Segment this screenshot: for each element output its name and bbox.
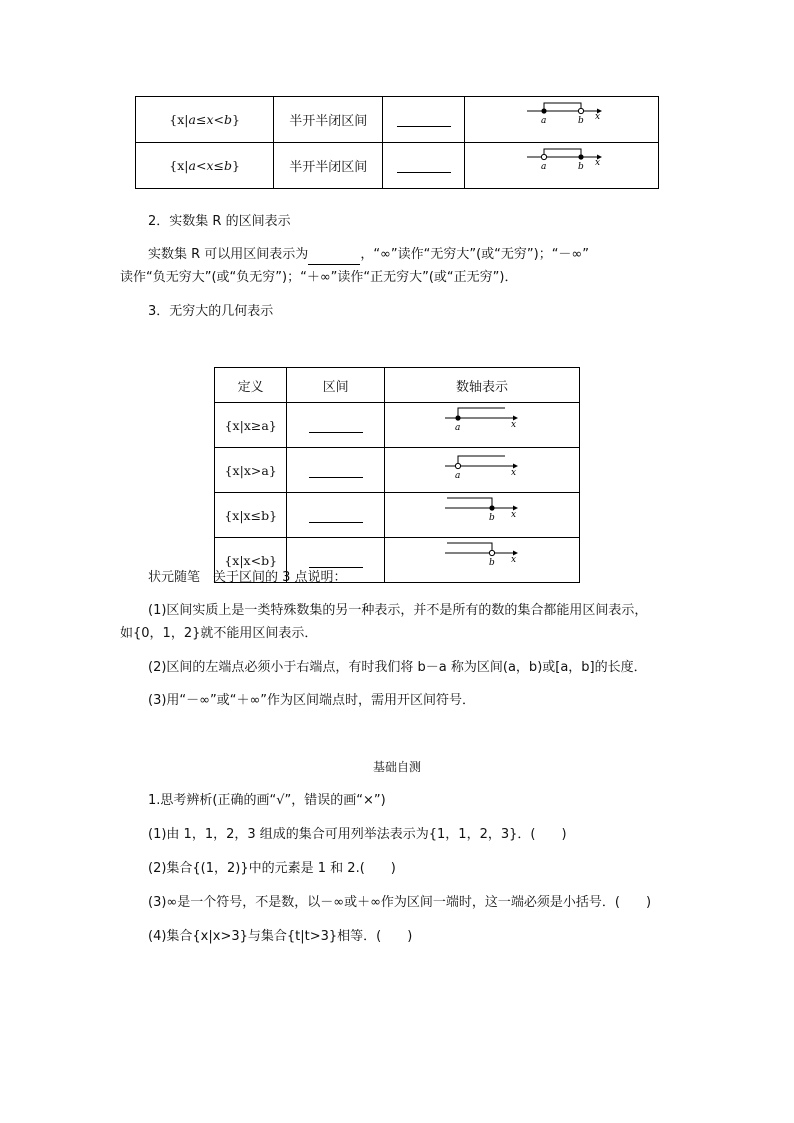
header-interval: 区间 <box>287 368 385 403</box>
number-line-diagram <box>465 143 658 184</box>
section2-heading: 2．实数集 R 的区间表示 <box>148 214 291 229</box>
set-cell: {x|a<x≤b} <box>136 143 274 189</box>
open-endpoint <box>578 108 583 113</box>
svg-text:x: x <box>594 112 601 122</box>
self-test-title: 基础自测 <box>372 760 421 774</box>
answer-blank <box>287 493 385 538</box>
infinity-interval-table <box>214 367 580 583</box>
svg-text:x: x <box>510 555 517 565</box>
number-line-cell <box>384 538 579 583</box>
answer-blank <box>383 97 465 143</box>
judgement-item: (4)集合{x|x>3}与集合{t|t>3}相等．( ) <box>148 929 413 944</box>
note-1-line-1: (1)区间实质上是一类特殊数集的另一种表示，并不是所有的数的集合都能用区间表示， <box>148 603 648 618</box>
header-number-line: 数轴表示 <box>384 368 579 403</box>
number-line-diagram <box>465 97 658 138</box>
set-cell: {x|x≤b} <box>215 493 287 538</box>
number-line-diagram <box>385 448 579 488</box>
closed-endpoint <box>489 505 494 510</box>
section3-heading: 3．无穷大的几何表示 <box>148 304 274 319</box>
open-endpoint <box>541 154 546 159</box>
number-line-diagram <box>385 493 579 533</box>
judgement-item: (3)∞是一个符号，不是数，以－∞或＋∞作为区间一端时，这一端必须是小括号．( ) <box>148 895 652 910</box>
set-cell: {x|x>a} <box>215 448 287 493</box>
header-definition: 定义 <box>215 368 287 403</box>
svg-text:x: x <box>510 468 517 478</box>
self-test-question-1: 1.思考辨析(正确的画“√”，错误的画“×”) <box>148 793 386 808</box>
svg-text:a: a <box>540 162 547 172</box>
answer-blank <box>383 143 465 189</box>
interval-table-top <box>135 96 659 189</box>
closed-endpoint <box>455 415 460 420</box>
note-2: (2)区间的左端点必须小于右端点，有时我们将 b－a 称为区间(a，b)或[a，b]的长度． <box>148 660 647 675</box>
table-header-row <box>215 368 580 403</box>
table-row <box>136 97 659 143</box>
svg-text:x: x <box>510 420 517 430</box>
section2-line2: 读作“负无穷大”(或“负无穷”)；“＋∞”读作“正无穷大”(或“正无穷”)． <box>120 270 518 285</box>
open-endpoint <box>455 463 460 468</box>
section2-line1: 实数集 R 可以用区间表示为 ，“∞”读作“无穷大”(或“无穷”)；“－∞” <box>148 245 589 265</box>
number-line-diagram <box>385 538 579 578</box>
answer-blank <box>287 448 385 493</box>
interval-name-cell: 半开半闭区间 <box>274 143 383 189</box>
svg-text:x: x <box>594 158 601 168</box>
note-1-line-2: 如{0，1，2}就不能用区间表示． <box>120 626 318 641</box>
table-row <box>215 403 580 448</box>
number-line-cell <box>464 143 658 189</box>
open-endpoint <box>489 550 494 555</box>
table-row <box>215 448 580 493</box>
svg-text:b: b <box>577 116 584 126</box>
note-3: (3)用“－∞”或“＋∞”作为区间端点时，需用开区间符号． <box>148 693 476 708</box>
svg-text:a: a <box>540 116 547 126</box>
svg-text:b: b <box>577 162 584 172</box>
number-line-cell <box>384 493 579 538</box>
number-line-diagram <box>385 403 579 443</box>
judgement-item: (2)集合{(1，2)}中的元素是 1 和 2.( ) <box>148 861 396 876</box>
closed-endpoint <box>541 108 546 113</box>
judgement-item: (1)由 1，1，2，3 组成的集合可用列举法表示为{1，1，2，3}．( ) <box>148 827 567 842</box>
answer-blank <box>308 250 360 265</box>
svg-text:x: x <box>510 510 517 520</box>
closed-endpoint <box>578 154 583 159</box>
svg-text:b: b <box>488 513 495 523</box>
svg-text:a: a <box>454 471 461 481</box>
svg-text:b: b <box>488 558 495 568</box>
table-row <box>215 493 580 538</box>
set-cell: {x|x≥a} <box>215 403 287 448</box>
interval-name-cell: 半开半闭区间 <box>274 97 383 143</box>
set-cell: {x|a≤x<b} <box>136 97 274 143</box>
notes-title: 状元随笔 关于区间的 3 点说明： <box>148 570 347 585</box>
svg-text:a: a <box>454 423 461 433</box>
answer-blank <box>287 403 385 448</box>
number-line-cell <box>384 448 579 493</box>
number-line-cell <box>384 403 579 448</box>
table-row <box>136 143 659 189</box>
number-line-cell <box>464 97 658 143</box>
set-cell: {x|x<b} <box>215 538 287 583</box>
